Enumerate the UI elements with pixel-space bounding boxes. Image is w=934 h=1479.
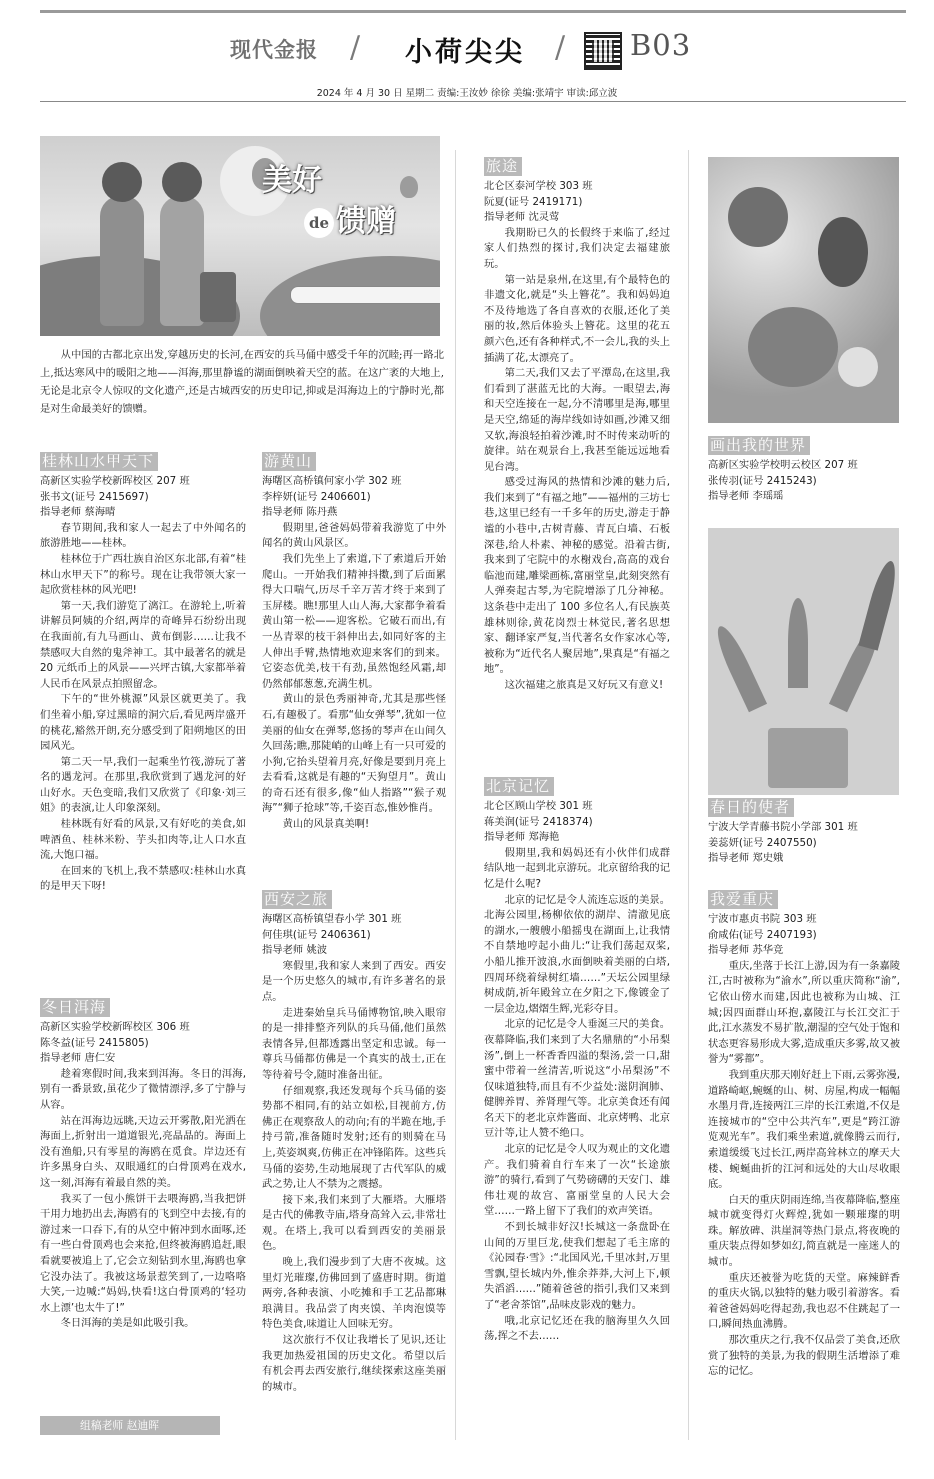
paragraph: 重庆还被誉为吃货的天堂。麻辣鲜香的重庆火锅,以独特的魅力吸引着游客。看着爸爸妈妈吃得起劲,我也忍不住跳起了一口,瞬间热血沸腾。 xyxy=(708,1271,900,1331)
column-divider xyxy=(455,150,456,1440)
teacher: 指导老师 苏华竞 xyxy=(708,944,784,957)
article-title: 春日的使者 xyxy=(708,798,794,817)
teacher: 指导老师 郑史娥 xyxy=(708,852,784,865)
article-body xyxy=(40,1067,246,1332)
paragraph: 哦,北京记忆还在我的脑海里久久回荡,挥之不去…… xyxy=(484,1314,670,1343)
paragraph: 接下来,我们来到了大雁塔。大雁塔是古代的佛教寺庙,塔身高耸入云,非常壮观。在塔上,我可以看到西安的美丽景色。 xyxy=(262,1193,446,1253)
paint-shape xyxy=(838,347,878,387)
school: 高新区实验学校新晖校区 306 班 xyxy=(40,1021,190,1033)
article-body xyxy=(484,226,670,694)
teacher: 指导老师 李瑶瑶 xyxy=(708,490,784,503)
teacher: 指导老师 唐仁安 xyxy=(40,1052,116,1065)
paint-shape xyxy=(818,217,868,287)
hero-title-bottom: 馈赠 xyxy=(336,204,396,239)
paragraph: 下午的“世外桃源”风景区就更美了。我们坐着小船,穿过黑暗的洞穴后,看见两岸盛开的桃花,豁然开朗,充分感受到了阳朔地区的田园风光。 xyxy=(40,693,246,753)
paper-name: 现代金报 xyxy=(230,37,318,62)
author: 张书文(证号 2415697) xyxy=(40,490,149,503)
article-title: 旅途 xyxy=(484,157,522,176)
header-rule xyxy=(40,101,906,102)
paragraph: 北京的记忆是令人叹为观止的文化遗产。我们骑着自行车来了一次“长途旅游”的骑行,看到了气势磅礴的天安门、雄伟壮观的故宫、富丽堂皇的人民大会堂……一路上留下了我们的欢声笑语。 xyxy=(484,1143,670,1218)
paragraph: 冬日洱海的美是如此吸引我。 xyxy=(60,1317,195,1330)
author: 蒋美润(证号 2418374) xyxy=(484,815,593,828)
paragraph: 那次重庆之行,我不仅品尝了美食,还欣赏了独特的美景,为我的假期生活增添了难忘的记忆。 xyxy=(708,1334,900,1378)
article-huangshan xyxy=(262,452,446,833)
school: 宁波大学青藤书院小学部 301 班 xyxy=(708,821,858,833)
school: 海曙区高桥镇何家小学 302 班 xyxy=(262,475,402,487)
teacher: 指导老师 姚波 xyxy=(262,944,328,957)
divider-slash: / xyxy=(555,30,566,65)
paragraph: 这次旅行不仅让我增长了见识,还让我更加热爱祖国的历史文化。希望以后有机会再去西安旅行,继续探索这座美丽的城市。 xyxy=(262,1334,446,1393)
paragraph: 站在洱海边远眺,天边云开雾散,阳光洒在海面上,折射出一道道银光,亮晶晶的。海面上没有渔船,只有零星的海鸥在觅食。岸边还有许多黑身白头、双眼通红的白骨顶鸡在戏水,这一刻,洱海有着最自然的美。 xyxy=(40,1114,246,1189)
dateline: 2024 年 4 月 30 日 星期二 责编:王汝妙 徐徐 美编:张靖宇 审读:邱立波 xyxy=(316,88,618,99)
train-icon xyxy=(290,286,440,304)
author: 姜蕊妍(证号 2407550) xyxy=(708,836,817,849)
intro-paragraph: 从中国的古都北京出发,穿越历史的长河,在西安的兵马俑中感受千年的沉睦;再一路北上,抵达寒风中的暖阳之地——洱海,那里静谧的湖面倒映着天空的蓝。在这广袤的大地上,无论是北京令人惊叹的文化遗产,还是古城西安的历史印记,抑或是洱海边上的宁静时光,都是对生命最美好的馈赠。 xyxy=(40,349,444,415)
author: 陈冬益(证号 2415805) xyxy=(40,1036,149,1049)
paragraph: 走进秦始皇兵马俑博物馆,映入眼帘的是一排排整齐列队的兵马俑,他们虽然表情各异,但都透露出坚定和忠诚。每一尊兵马俑都仿佛是一个真实的战士,正在等待着号令,随时准备出征。 xyxy=(262,1006,446,1081)
paragraph: 桂林位于广西壮族自治区东北部,有着“桂林山水甲天下”的称号。现在让我带领大家一起欣赏桂林的风光吧! xyxy=(40,552,246,597)
child-painting-spring xyxy=(708,528,899,795)
author: 阮夏(证号 2419171) xyxy=(484,195,583,208)
paragraph: 重庆,坐落于长江上游,因为有一条嘉陵江,古时被称为“渝水”,所以重庆简称“渝”,它依山傍水而建,因此也被称为山城、江城;因四面群山环抱,嘉陵江与长江交汇于此,江水蒸发不易扩散,潮湿的空气处于饱和状态更容易形成大雾,造成重庆多雾,故又被誉为“雾都”。 xyxy=(708,959,900,1066)
paragraph: 仔细观察,我还发现每个兵马俑的姿势都不相同,有的站立如松,目视前方,仿佛正在观察敌人的动向;有的半跪在地,手持弓箭,准备随时发射;还有的则骑在马上,英姿飒爽,仿佛正在冲锋陷阵。这些兵马俑的姿势,生动地展现了古代军队的威武之势,让人不禁为之震撼。 xyxy=(262,1084,446,1191)
hero-title-line2 xyxy=(302,196,396,240)
article-title: 冬日洱海 xyxy=(40,998,110,1017)
article-body xyxy=(708,959,900,1380)
flowerpot-shape xyxy=(768,728,848,788)
paragraph: 这次福建之旅真是又好玩又有意义! xyxy=(504,679,664,691)
paragraph: 寒假里,我和家人来到了西安。西安是一个历史悠久的城市,有许多著名的景点。 xyxy=(262,959,446,1003)
author: 李梓妍(证号 2406601) xyxy=(262,490,371,503)
hero-title-top: 美好 xyxy=(262,163,322,198)
top-rule xyxy=(40,10,906,13)
divider-slash: / xyxy=(350,30,361,65)
qr-code-icon[interactable] xyxy=(584,32,622,70)
balloon-icon xyxy=(400,176,418,198)
teacher: 指导老师 沈灵莺 xyxy=(484,211,560,224)
hero-title-de: de xyxy=(304,208,334,238)
paragraph: 第一站是泉州,在这里,有个最特色的非遗文化,就是“头上簪花”。我和妈妈迫不及待地选了各自喜欢的衣服,还化了美丽的妆,然后体验头上簪花。这里的花五颜六色,还有各种样式,不一会儿,我的头上插满了花,太漂亮了。 xyxy=(484,273,670,364)
section-title: 小荷尖尖 xyxy=(405,37,525,68)
article-body xyxy=(484,846,670,1345)
page-number: B03 xyxy=(630,28,692,62)
paragraph: 我到重庆那天刚好赶上下雨,云雾弥漫,道路崎岖,蜿蜒的山、树、房屋,构成一幅幅水墨月背,连接两江三岸的长江索道,不仅是连接城市的“空中公共汽车”,更是“跨江游览观光车”。我们乘坐索道,就像腾云而行,索道缓缓飞过长江,两岸高耸林立的摩天大楼、蜿蜒曲折的江河和远处的大山尽收眼底。 xyxy=(708,1068,900,1191)
teacher: 指导老师 陈丹燕 xyxy=(262,506,338,519)
paragraph: 北京的记忆是令人垂涎三尺的美食。夜幕降临,我们来到了大名鼎鼎的“小吊梨汤”,倒上一杯香香四溢的梨汤,尝一口,甜蜜中带着一丝清苦,听说这“小吊梨汤”不仅味道独特,而且有不少益处:滋阴润肺、健脾养胃、养肾理气等。北京美食还有闻名天下的老北京炸酱面、北京烤鸭、北京豆汁等,让人赞不绝口。 xyxy=(484,1018,670,1140)
paragraph: 北京的记忆是令人流连忘返的美景。北海公园里,杨柳依依的湖岸、清澈见底的湖水,一艘艘小船摇曳在湖面上,让我情不自禁地哼起小曲儿:“让我们荡起双桨,小船儿推开波浪,水面倒映着美丽的白塔,四周环绕着绿树红墙……”天坛公园里绿树成荫,祈年殿耸立在夕阳之下,像镀金了一层金边,熠熠生辉,光彩夺目。 xyxy=(484,893,670,1015)
school: 海曙区高桥镇望春小学 301 班 xyxy=(262,913,402,925)
article-title: 西安之旅 xyxy=(262,890,332,909)
paragraph: 黄山的风景真美啊! xyxy=(282,818,370,831)
school: 高新区实验学校新晖校区 207 班 xyxy=(40,475,190,487)
girl-figure xyxy=(100,196,144,326)
article-trip xyxy=(484,157,670,694)
hero-title xyxy=(262,155,322,199)
child-painting-world xyxy=(708,157,899,423)
paragraph: 假期里,我和妈妈还有小伙伴们成群结队地一起到北京游玩。北京留给我的记忆是什么呢? xyxy=(484,846,670,890)
article-spring xyxy=(708,798,900,867)
paint-shape xyxy=(728,187,788,247)
article-beijing xyxy=(484,777,670,1345)
article-body xyxy=(40,521,246,895)
school: 北仑区顾山学校 301 班 xyxy=(484,800,593,812)
article-body xyxy=(262,521,446,833)
article-chongqing xyxy=(708,890,900,1380)
article-title: 画出我的世界 xyxy=(708,436,810,455)
school: 高新区实验学校明云校区 207 班 xyxy=(708,459,858,471)
leaf-shape xyxy=(711,622,767,712)
paint-shape xyxy=(748,307,838,387)
suitcase-icon xyxy=(200,272,236,322)
column-divider xyxy=(688,150,689,1440)
leaf-shape xyxy=(858,558,899,650)
paragraph: 春节期间,我和家人一起去了中外闻名的旅游胜地——桂林。 xyxy=(40,521,246,550)
paragraph: 感受过海风的热情和沙滩的魅力后,我们来到了“有福之地”——福州的三坊七巷,这里已经有一千多年的历史,游走于静谧的小巷中,古树青藤、青瓦白墙、石板深巷,给人朴素、神秘的感觉。沿着古街,我来到了宅院中的水榭戏台,高高的戏台临池而建,雕梁画栋,富丽堂皇,此刻突然有人弹奏起古琴,为宅院增添了几分神秘。这条巷中走出了 100 多位名人,有民族英雄林则徐,黄花岗烈士林觉民,著名思想家、翻译家严复,当代著名女作家冰心等,被称为“近代名人聚居地”,果真是“有福之地”。 xyxy=(484,476,670,676)
article-xian xyxy=(262,890,446,1395)
teacher: 指导老师 蔡海晴 xyxy=(40,506,116,519)
author: 何佳琪(证号 2406361) xyxy=(262,928,371,941)
article-title: 游黄山 xyxy=(262,452,316,471)
paragraph: 第一天,我们游览了漓江。在游轮上,听着讲解员阿姨的介绍,两岸的奇峰异石纷纷出现在我面前,有九马画山、黄布倒影……让我不禁感叹大自然的鬼斧神工。其中最著名的就是 20 元纸币上的风景——兴坪古镇,大家都举着人民币在风景点拍照留念。 xyxy=(40,599,246,690)
paragraph: 晚上,我们漫步到了大唐不夜城。这里灯光璀璨,仿佛回到了盛唐时期。街道两旁,各种表演、小吃摊和手工艺品都琳琅满目。我品尝了肉夹馍、羊肉泡馍等特色美食,味道让人回味无穷。 xyxy=(262,1256,446,1331)
article-title: 北京记忆 xyxy=(484,777,554,796)
paragraph: 我期盼已久的长假终于来临了,经过家人们热烈的探讨,我们决定去福建旅玩。 xyxy=(484,226,670,270)
paragraph: 黄山的景色秀丽神奇,尤其是那些怪石,有趣极了。看那“仙女弹琴”,犹如一位美丽的仙女在弹琴,悠扬的琴声在山间久久回荡;瞧,那陡峭的山峰上有一只可爱的小狗,它抬头望着月亮,好像是要到月亮上去看看,这就是有趣的“天狗望月”。黄山的奇石还有很多,像“仙人指路”“猴子观海”“狮子抢球”等,千姿百态,惟妙惟肖。 xyxy=(262,693,446,815)
paragraph: 第二天,我们又去了平潭岛,在这里,我们看到了湛蓝无比的大海。一眼望去,海和天空连接在一起,分不清哪里是海,哪里是天空,绵延的海岸线如诗如画,沙滩又细又软,海浪轻拍着沙滩,时不时传来动听的旋律。站在观景台上,我甚至能远远地看见台湾。 xyxy=(484,367,670,473)
article-painting xyxy=(708,436,900,505)
paragraph: 不到长城非好汉!长城这一条盘卧在山间的万里巨龙,使我们想起了毛主席的《沁园春·雪》:“北国风光,千里冰封,万里雪飘,望长城内外,惟余莽莽,大河上下,顿失滔滔……”随着爸爸的指引,我们又来到了“老舍茶馆”,品味皮影戏的魅力。 xyxy=(484,1221,670,1311)
article-body xyxy=(262,959,446,1396)
leaf-shape xyxy=(788,598,808,688)
article-erhai xyxy=(40,998,246,1332)
school: 北仑区泰河学校 303 班 xyxy=(484,180,593,192)
author: 俞咸佑(证号 2407193) xyxy=(708,928,817,941)
article-guilin xyxy=(40,452,246,895)
girl-figure xyxy=(160,196,204,326)
footer-editor: 组稿老师 赵迪晖 xyxy=(40,1416,220,1435)
paragraph: 白天的重庆阴雨连绵,当夜幕降临,整座城市就变得灯火辉煌,犹如一颗璀璨的明珠。解放碑、洪崖洞等热门景点,将夜晚的重庆装点得如梦如幻,简直就是一座迷人的城市。 xyxy=(708,1193,900,1269)
article-title: 桂林山水甲天下 xyxy=(40,452,158,471)
paragraph: 在回来的飞机上,我不禁感叹:桂林山水真的是甲天下呀! xyxy=(40,864,246,893)
article-title: 我爱重庆 xyxy=(708,890,778,909)
school: 宁波市惠贞书院 303 班 xyxy=(708,913,817,925)
paragraph: 第二天一早,我们一起乘坐竹筏,游玩了著名的遇龙河。在那里,我欣赏到了遇龙河的好山好水。天色变暗,我们又欣赏了《印象·刘三姐》的表演,让人印象深刻。 xyxy=(40,755,246,815)
paragraph: 我们先坐上了索道,下了索道后开始爬山。一开始我们精神抖擞,到了后面累得大口喘气,历尽千辛万苦才终于来到了玉屏楼。瞧!那里人山人海,大家都争着看黄山第一松——迎客松。它破石而出,有一丛青翠的枝干斜伸出去,如同好客的主人伸出手臂,热情地欢迎来客们的到来。它姿态优美,枝干有劲,虽然饱经风霜,却仍然郁郁葱葱,充满生机。 xyxy=(262,552,446,690)
teacher: 指导老师 郑海艳 xyxy=(484,831,560,844)
paragraph: 桂林既有好看的风景,又有好吃的美食,如啤酒鱼、桂林米粉、芋头扣肉等,让人口水直流,大饱口福。 xyxy=(40,818,246,862)
paragraph: 假期里,爸爸妈妈带着我游览了中外闻名的黄山风景区。 xyxy=(262,521,446,550)
masthead xyxy=(0,28,934,78)
paragraph: 我买了一包小熊饼干去喂海鸥,当我把饼干用力地扔出去,海鸥有的飞到空中去接,有的游过来一口吞下,有的从空中俯冲到水面啄,还有一些白骨顶鸡也会来抢,但终被海鸥追赶,眼看就要被追上了,它会立刻钻到水里,海鸥也拿它没办法了。我被这场景惹笑到了,一边咯咯大笑,一边喊:“妈妈,快看!这白骨顶鸡的‘轻功水上漂’也太牛了!” xyxy=(40,1192,246,1314)
author: 张传羽(证号 2415243) xyxy=(708,474,817,487)
paragraph: 趁着寒假时间,我来到洱海。冬日的洱海,别有一番景致,虽花少了微情漂浮,多了宁静与从容。 xyxy=(40,1067,246,1111)
